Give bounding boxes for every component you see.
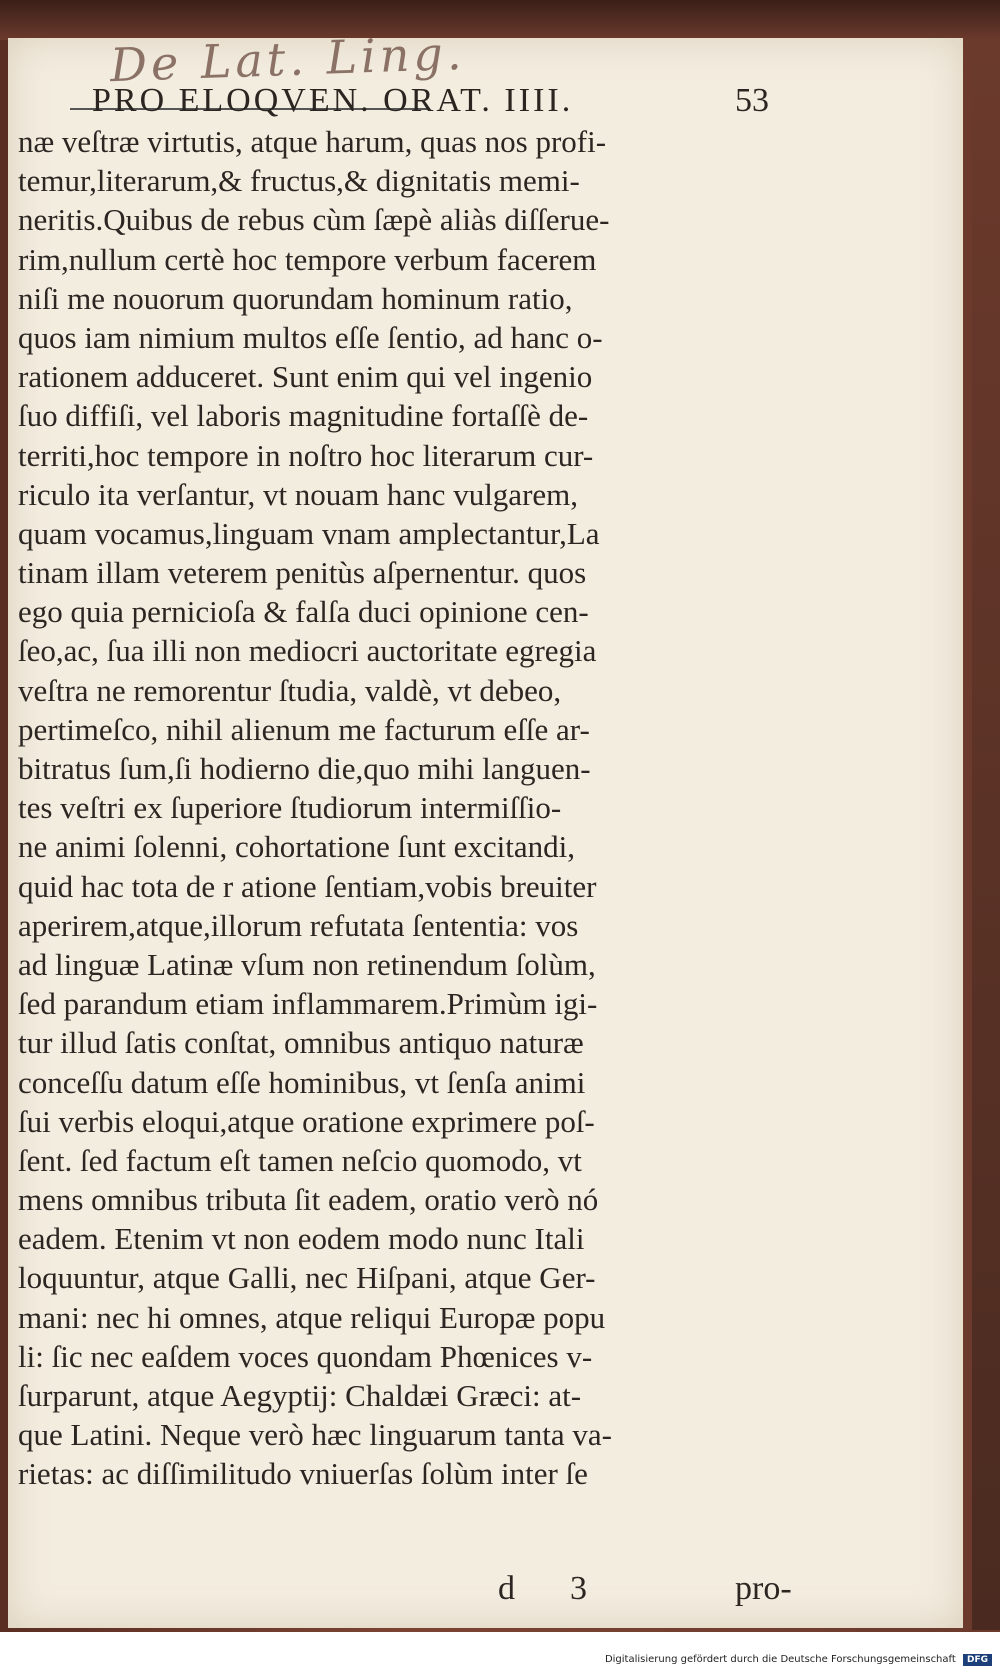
text-line: pertimeſco, nihil alienum me facturum eſſe ar-: [18, 711, 590, 747]
page-footer: [0, 1570, 820, 1610]
page-number: 53: [735, 82, 769, 119]
running-head-title: PRO ELOQVEN. ORAT. IIII.: [92, 82, 574, 119]
text-line: ſui verbis eloqui,atque oratione exprimere poſ-: [18, 1103, 595, 1139]
text-line: rationem adduceret. Sunt enim qui vel ingenio: [18, 359, 593, 395]
text-line: quos iam nimium multos eſſe ſentio, ad hanc o-: [18, 319, 603, 355]
text-line: tur illud ſatis conſtat, omnibus antiquo naturæ: [18, 1025, 584, 1061]
text-line: mani: nec hi omnes, atque reliqui Europæ popu: [18, 1299, 606, 1335]
text-line: neritis.Quibus de rebus cùm ſæpè aliàs diſſerue-: [18, 202, 610, 238]
signature-number: 3: [570, 1570, 587, 1607]
text-line: ad linguæ Latinæ vſum non retinendum ſolùm,: [18, 946, 596, 982]
text-line: ſurparunt, atque Aegyptij: Chaldæi Græci: at-: [18, 1378, 582, 1413]
text-line: tinam illam veterem penitùs aſpernentur. quos: [18, 555, 587, 591]
text-line: ſuo diffiſi, vel laboris magnitudine fortaſſè de-: [18, 398, 589, 434]
text-line: conceſſu datum eſſe hominibus, vt ſenſa animi: [18, 1064, 586, 1100]
text-line: næ veſtræ virtutis, atque harum, quas nos profi-: [18, 124, 607, 159]
text-line: niſi me nouorum quorundam hominum ratio,: [18, 280, 573, 316]
text-line: mens omnibus tributa ſit eadem, oratio verò nó: [18, 1182, 599, 1218]
text-line: quam vocamus,linguam vnam amplectantur,La: [18, 515, 600, 551]
book-edge-top: [0, 0, 1000, 40]
text-line: que Latini. Neque verò hæc linguarum tanta va-: [18, 1417, 612, 1453]
credit-bar: [0, 1632, 1000, 1673]
text-line: eadem. Etenim vt non eodem modo nunc Itali: [18, 1221, 585, 1257]
text-line: ego quia pernicioſa & falſa duci opinione cen-: [18, 594, 589, 630]
text-line: ne animi ſolenni, cohortatione ſunt excitandi,: [18, 829, 575, 865]
text-line: temur,literarum,& fructus,& dignitatis memi-: [18, 163, 580, 199]
text-line: li: ſic nec eaſdem voces quondam Phœnices v-: [18, 1338, 593, 1374]
handwritten-note: De Lat. Ling.: [109, 25, 467, 93]
body-text: [18, 122, 808, 1494]
text-line: veſtra ne remorentur ſtudia, valdè, vt debeo,: [18, 672, 562, 708]
text-line: ſed parandum etiam inflammarem.Primùm igi-: [18, 986, 598, 1022]
text-line: rietas: ac diſſimilitudo vniuerſas ſolùm inter ſe: [18, 1456, 588, 1492]
text-line: loquuntur, atque Galli, nec Hiſpani, atque Ger-: [18, 1260, 596, 1296]
text-line: riculo ita verſantur, vt nouam hanc vulgarem,: [18, 476, 579, 512]
text-line: tes veſtri ex ſuperiore ſtudiorum intermiſſio-: [18, 790, 562, 826]
dfg-logo: DFG: [963, 1654, 992, 1666]
text-line: territi,hoc tempore in noſtro hoc literarum cur-: [18, 437, 594, 473]
text-line: rim,nullum certè hoc tempore verbum facerem: [18, 241, 597, 277]
dfg-credit: [605, 1654, 992, 1666]
text-line: bitratus ſum,ſi hodierno die,quo mihi languen-: [18, 751, 591, 786]
credit-text: Digitalisierung gefördert durch die Deutsche Forschungsgemeinschaft: [604, 1654, 956, 1665]
signature-letter: d: [498, 1570, 515, 1607]
text-line: quid hac tota de r atione ſentiam,vobis breuiter: [18, 868, 597, 904]
catchword: pro-: [735, 1570, 792, 1607]
text-line: ſent. ſed factum eſt tamen neſcio quomodo, vt: [18, 1142, 582, 1178]
text-line: ſeo,ac, ſua illi non mediocri auctoritate egregia: [18, 633, 597, 669]
text-line: aperirem,atque,illorum refutata ſententia: vos: [18, 907, 579, 943]
book-edge-right: [972, 40, 1000, 1630]
